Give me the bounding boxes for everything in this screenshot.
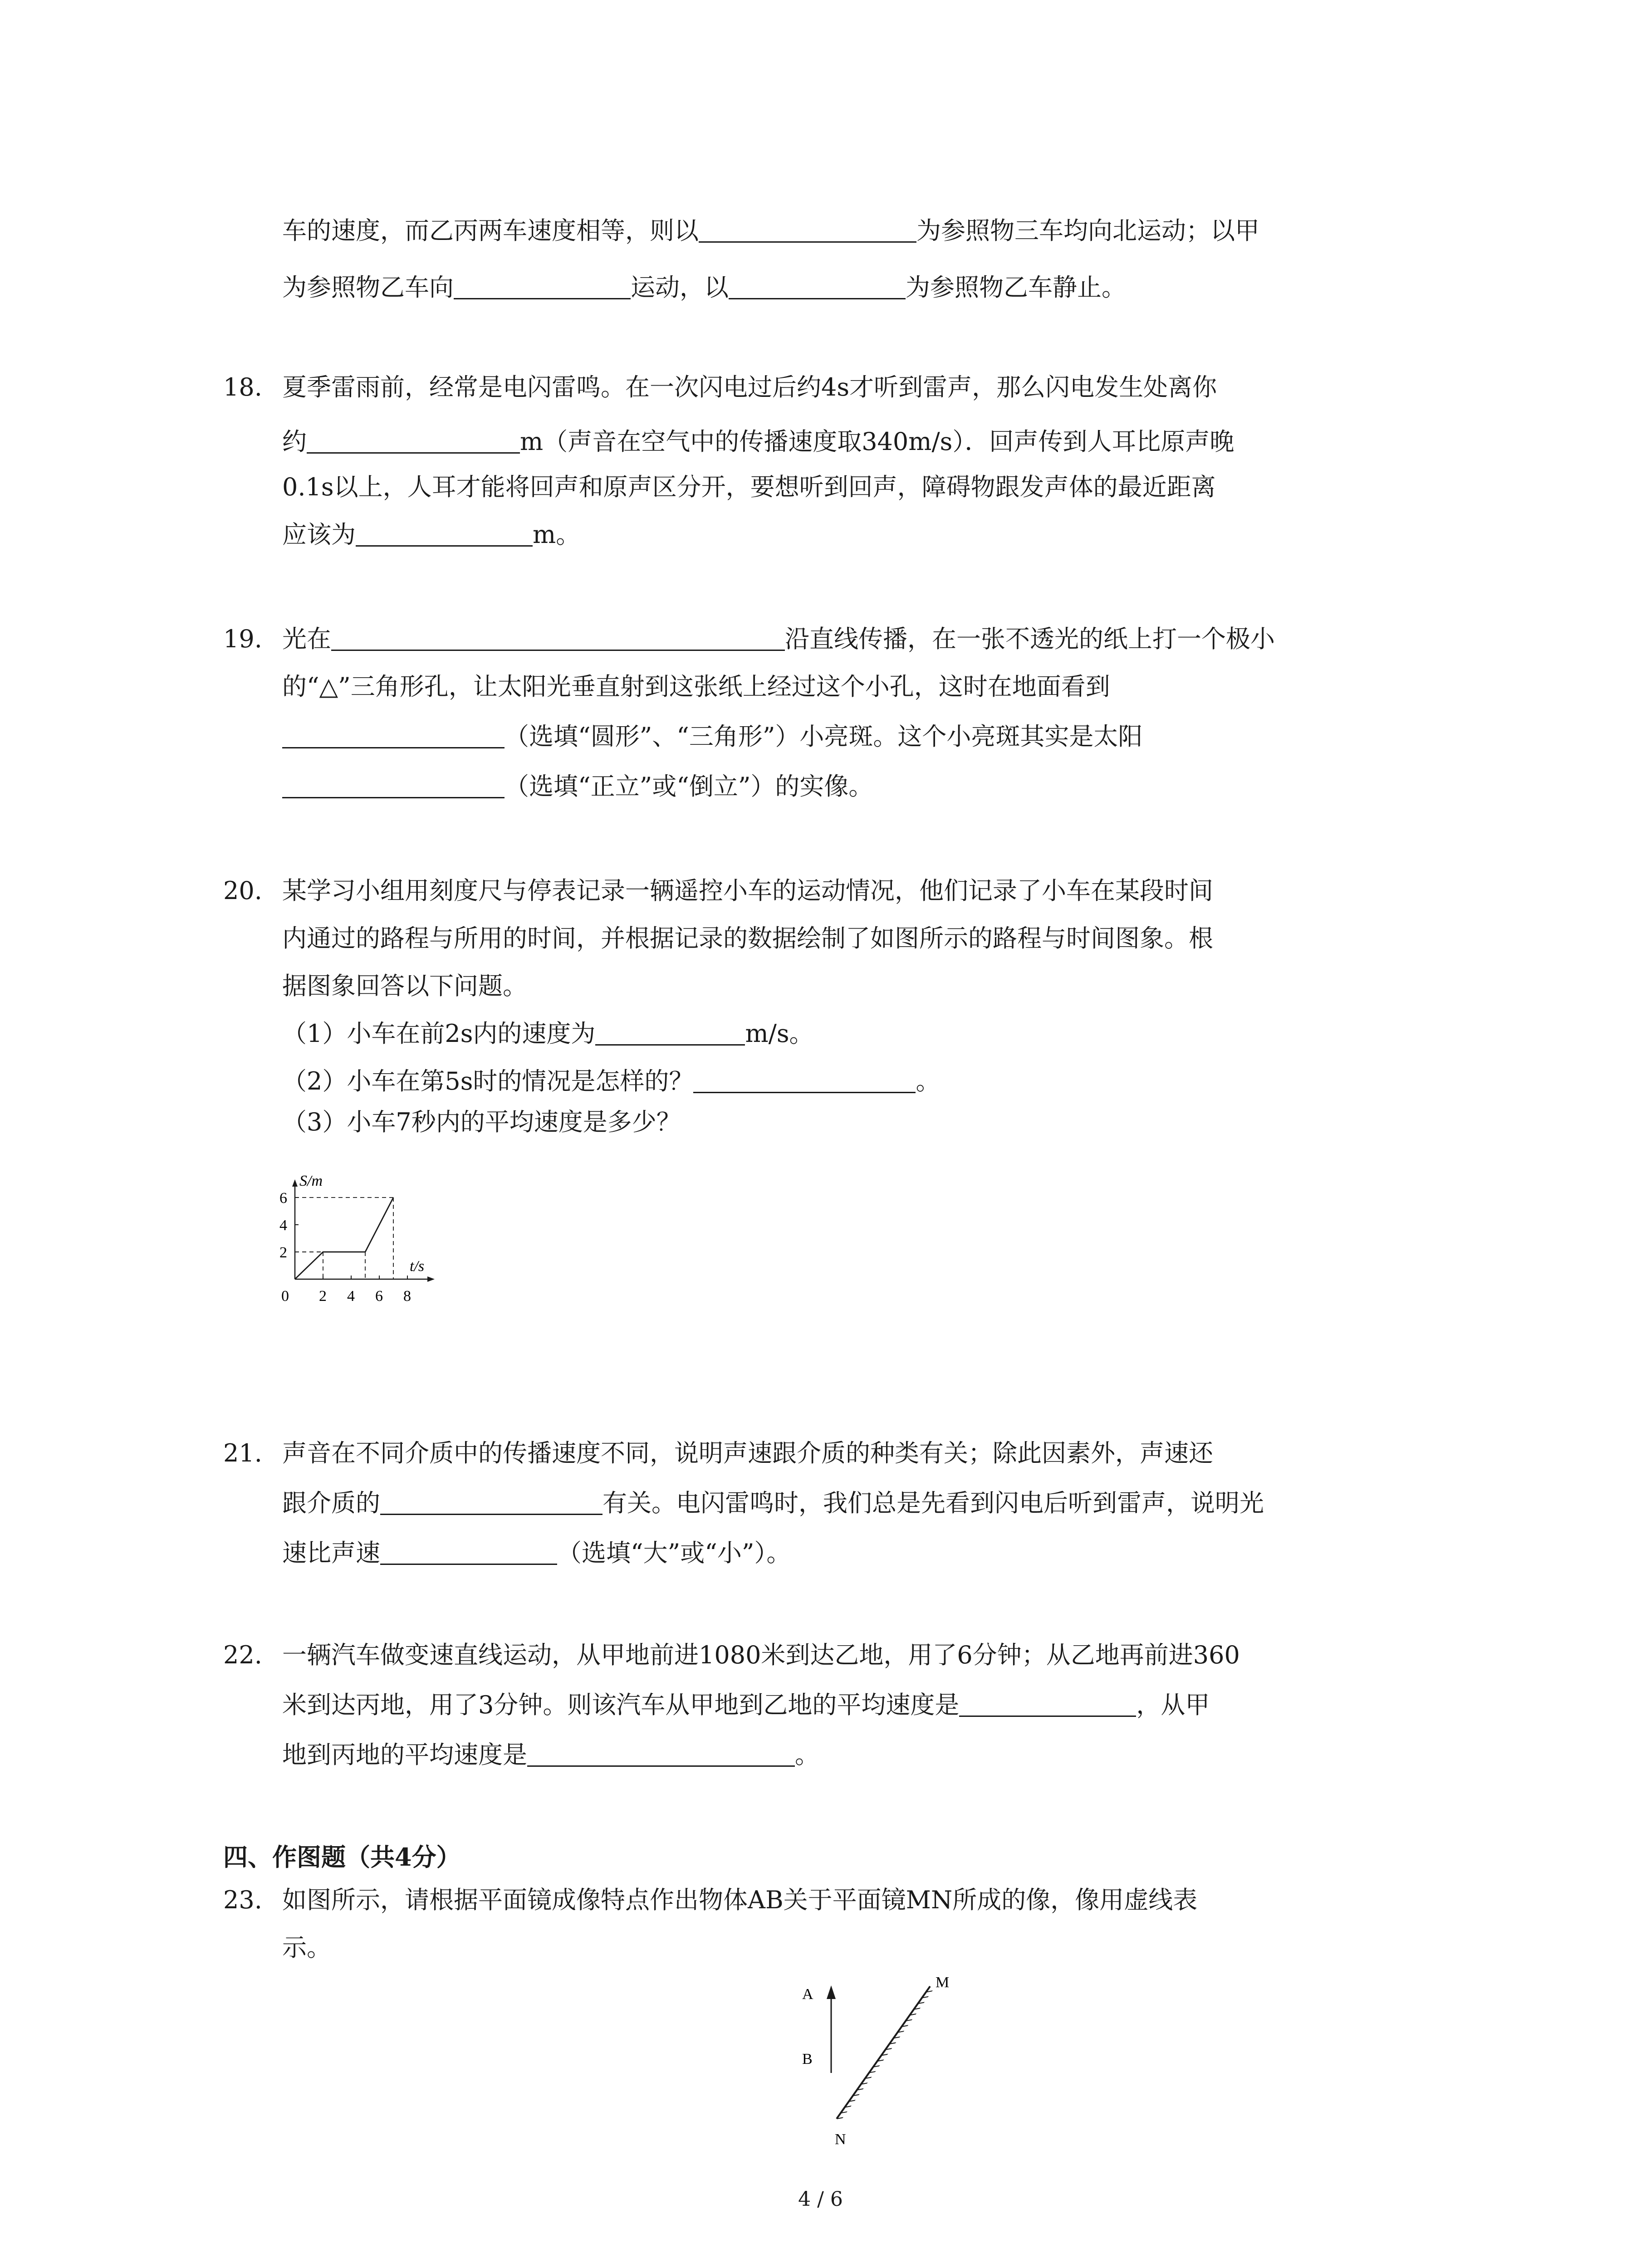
label-b: B: [802, 2051, 813, 2068]
y-tick-label: 6: [279, 1190, 287, 1207]
distance-time-graph: [268, 1143, 558, 1311]
q20-sub-3: （3）小车7秒内的平均速度是多少？: [282, 1108, 681, 1136]
q21-line-3: 速比声速 （选填“大”或“小”）。: [282, 1539, 791, 1567]
q17-line-1: 车的速度，而乙丙两车速度相等，则以 为参照物三车均向北运动；以甲: [282, 216, 1259, 245]
q19-number: 19.: [223, 625, 262, 653]
distance-time-series: [295, 1198, 393, 1279]
q18-line-2: 约 m（声音在空气中的传播速度取340m/s）．回声传到人耳比原声晚: [282, 427, 1234, 456]
page-number: 4 / 6: [798, 2188, 843, 2211]
q23-line-2: 示。: [282, 1933, 331, 1962]
label-m: M: [936, 1974, 950, 1991]
answer-blank[interactable]: [380, 1490, 603, 1515]
q22-line-1: 一辆汽车做变速直线运动，从甲地前进1080米到达乙地，用了6分钟；从乙地再前进360: [282, 1641, 1240, 1669]
label-a: A: [802, 1986, 813, 2003]
answer-blank[interactable]: [282, 723, 505, 748]
q21-number: 21.: [223, 1439, 262, 1467]
q20-line-2: 内通过的路程与所用的时间，并根据记录的数据绘制了如图所示的路程与时间图象。根: [282, 924, 1213, 953]
q22-line-2: 米到达丙地，用了3分钟。则该汽车从甲地到乙地的平均速度是 ，从甲: [282, 1691, 1210, 1719]
arrow-head-icon: [827, 1985, 836, 1999]
q18-number: 18.: [223, 373, 262, 401]
q18-line-1: 夏季雷雨前，经常是电闪雷鸣。在一次闪电过后约4s才听到雷声，那么闪电发生处离你: [282, 373, 1217, 401]
y-axis-label: S/m: [299, 1173, 323, 1189]
mirror-hatching: [837, 1984, 940, 2119]
label-n: N: [835, 2131, 846, 2148]
origin-label: 0: [281, 1288, 289, 1305]
x-axis-arrow-icon: [427, 1276, 435, 1282]
x-tick-label: 2: [319, 1288, 327, 1305]
q19-line-2: 的“△”三角形孔，让太阳光垂直射到这张纸上经过这个小孔，这时在地面看到: [282, 672, 1110, 701]
x-tick-label: 8: [403, 1288, 411, 1305]
answer-blank[interactable]: [693, 1068, 916, 1093]
answer-blank[interactable]: [595, 1021, 745, 1046]
answer-blank[interactable]: [307, 429, 520, 454]
q21-line-2: 跟介质的 有关。电闪雷鸣时，我们总是先看到闪电后听到雷声，说明光: [282, 1489, 1264, 1517]
plane-mirror-figure: [789, 1971, 971, 2161]
answer-blank[interactable]: [356, 522, 533, 547]
x-tick-label: 4: [347, 1288, 355, 1305]
q20-sub-2: （2）小车在第5s时的情况是怎样的？ 。: [282, 1067, 941, 1095]
answer-blank[interactable]: [282, 773, 505, 798]
y-tick-label: 4: [279, 1217, 287, 1234]
answer-blank[interactable]: [527, 1742, 795, 1767]
q20-sub-1: （1）小车在前2s内的速度为 m/s。: [282, 1019, 814, 1048]
answer-blank[interactable]: [454, 274, 631, 299]
q23-line-1: 如图所示，请根据平面镜成像特点作出物体AB关于平面镜MN所成的像，像用虚线表: [282, 1886, 1198, 1914]
q18-line-3: 0.1s以上，人耳才能将回声和原声区分开，要想听到回声，障碍物跟发声体的最近距离: [282, 473, 1216, 501]
q22-number: 22.: [223, 1641, 262, 1669]
q22-line-3: 地到丙地的平均速度是 。: [282, 1740, 819, 1769]
q21-line-1: 声音在不同介质中的传播速度不同，说明声速跟介质的种类有关；除此因素外，声速还: [282, 1439, 1213, 1467]
q20-line-3: 据图象回答以下问题。: [282, 972, 527, 1000]
answer-blank[interactable]: [331, 626, 785, 651]
q17-line-2: 为参照物乙车向 运动，以 为参照物乙车静止。: [282, 273, 1126, 302]
q18-line-4: 应该为 m。: [282, 520, 581, 549]
answer-blank[interactable]: [699, 218, 916, 243]
q20-line-1: 某学习小组用刻度尺与停表记录一辆遥控小车的运动情况，他们记录了小车在某段时间: [282, 876, 1213, 905]
section-4-title: 四、作图题（共4分）: [223, 1843, 461, 1872]
x-tick-label: 6: [375, 1288, 383, 1305]
answer-blank[interactable]: [729, 274, 906, 299]
y-axis-arrow-icon: [292, 1179, 298, 1187]
q20-number: 20.: [223, 876, 262, 905]
mirror-mn: [837, 1986, 930, 2119]
y-tick-label: 2: [279, 1244, 287, 1261]
q19-line-1: 光在 沿直线传播，在一张不透光的纸上打一个极小: [282, 625, 1275, 653]
answer-blank[interactable]: [380, 1540, 557, 1565]
q19-line-4: （选填“正立”或“倒立”）的实像。: [282, 772, 873, 801]
q23-number: 23.: [223, 1886, 262, 1914]
answer-blank[interactable]: [959, 1692, 1136, 1717]
q19-line-3: （选填“圆形”、“三角形”）小亮斑。这个小亮斑其实是太阳: [282, 722, 1142, 751]
x-axis-label: t/s: [410, 1258, 425, 1275]
